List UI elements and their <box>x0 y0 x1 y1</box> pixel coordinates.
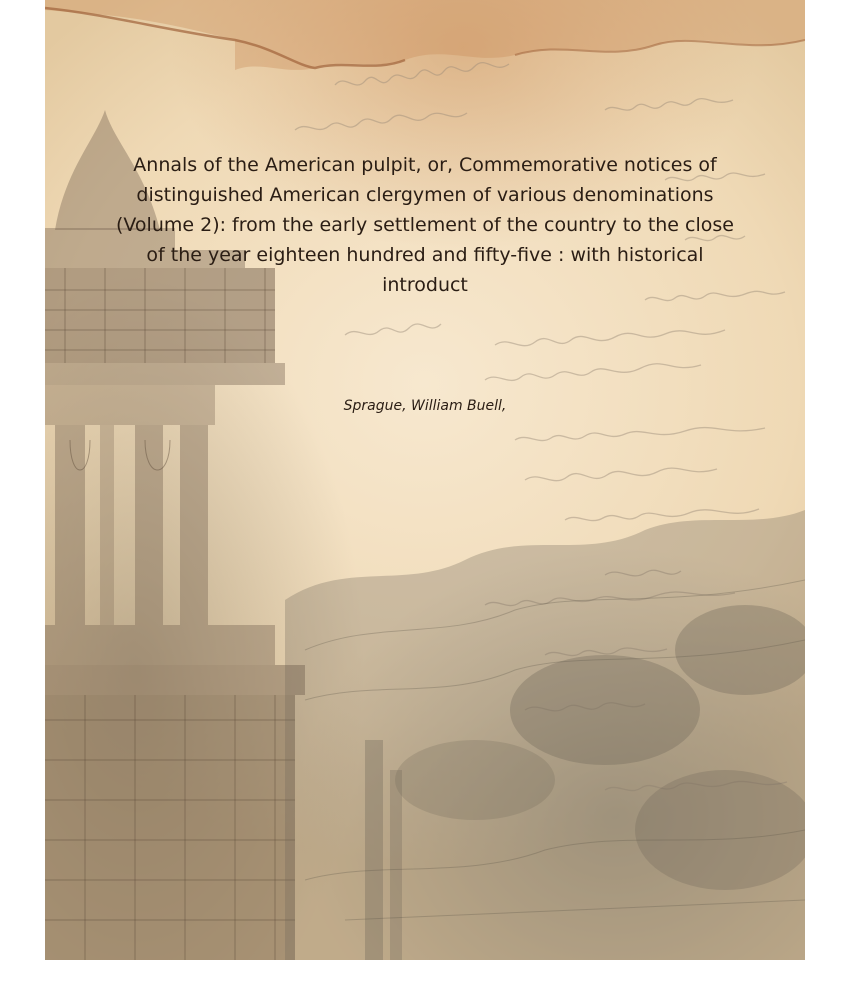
landscape-illustration <box>285 510 805 960</box>
book-title: Annals of the American pulpit, or, Commemorative notices of distinguished American clergymen of various denominations (Volume 2): from the early settlement of the country to the close of the year eighteen hundred and fifty-five : with historical introduct <box>116 154 734 296</box>
book-cover <box>45 0 805 960</box>
torn-edge-stain <box>45 0 805 70</box>
cover-illustration <box>45 0 805 960</box>
book-author: Sprague, William Buell, <box>343 398 507 414</box>
